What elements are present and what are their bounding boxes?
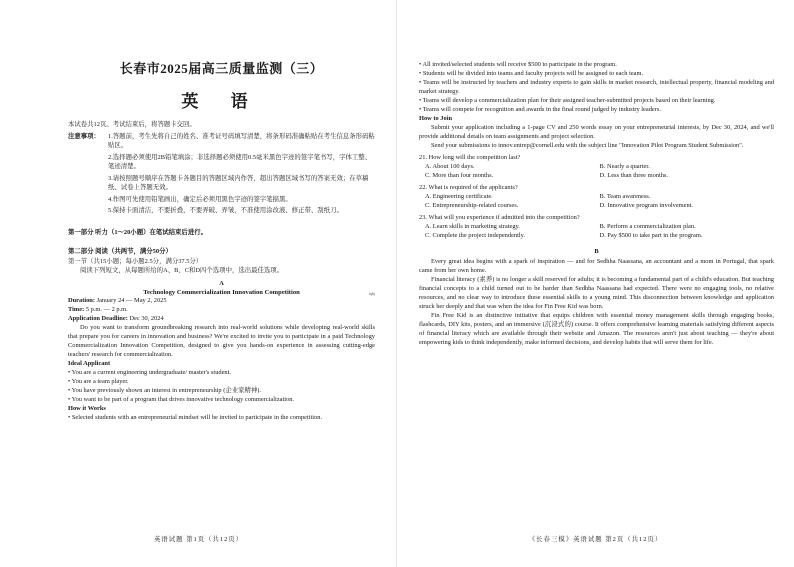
how-item: • Teams will develop a commercialization plan for their assigned teacher-submitted projects based on their learning.: [419, 97, 716, 104]
option-c: C. Complete the project independently.: [425, 232, 526, 239]
passage-b-paragraph: Fin Free Kid is an distinctive initiative that equips children with essential money management skills through engaging books, flashcards, DIY kits, posters, and an immersive (沉浸式的) course. It offers comprehensive learning materials satisfying different aspects of financial literacy which are available through their website and Amazon. The resources aren't just about teaching — they're about empowering kids to think independently, make informed decisions, and develop habits that will serve them for life.: [419, 312, 774, 346]
question-21: 21. How long will the competition last?: [419, 154, 521, 161]
deadline-line: [68, 314, 375, 323]
option-c: C. More than four months.: [425, 172, 494, 179]
option-b: B. Perform a commercialization plan.: [599, 223, 696, 230]
question-23-options: [419, 222, 774, 240]
ideal-applicant-heading: Ideal Applicant: [68, 359, 111, 367]
option-a: A. About 100 days.: [425, 163, 475, 170]
duration-value: January 24 — May 2, 2025: [96, 296, 167, 304]
question-21-options: [419, 162, 774, 180]
passage-a-title: [68, 289, 375, 296]
how-item: • Selected students with an entrepreneurial mindset will be invited to participate in the competition.: [68, 413, 323, 421]
question-22: 22. What is required of the applicants?: [419, 184, 518, 191]
notice-item: 1.答题前，考生先将自己的姓名、准考证号码填写清楚，将条形码准确粘贴在考生信息条形码粘贴区。: [108, 132, 375, 149]
notice-item: 2.选择题必须使用2B铅笔填涂；非选择题必须使用0.5毫米黑色字迹的签字笔书写，字体工整、笔迹清楚。: [108, 153, 372, 170]
notice-item: 4.作图可先使用铅笔画出，确定后必须用黑色字迹的签字笔描黑。: [108, 195, 292, 203]
deadline-label: Application Deadline:: [68, 314, 128, 322]
exam-title: 长春市2025届高三质量监测（三）: [119, 61, 324, 76]
join-paragraph: Send your submissions to innov.entrep@cornell.edu with the subject line "Innovation Pilot Program Student Submission".: [431, 142, 744, 149]
passage-label-b: B: [594, 248, 599, 255]
part-one-listening: 第一部分 听力（1～20小题）在笔试结束后进行。: [68, 228, 207, 236]
option-d: D. Less than three months.: [599, 172, 669, 179]
deadline-value: Dec 30, 2024: [129, 314, 164, 322]
passage-label-a: A: [219, 279, 224, 287]
how-item: • Teams will compete for recognition and awards in the final round judged by industry leaders.: [419, 106, 661, 113]
option-a: A. Engineering certificate.: [425, 193, 493, 200]
notice-label: 注意事项：: [68, 132, 100, 140]
page-1-footer: 英语试题 第1页（共12页）: [153, 536, 244, 543]
passage-b-paragraph: Every great idea begins with a spark of inspiration — and for Sedhha Naassana, an accountant and a mom in Portugal, that spark came from her own home.: [419, 258, 774, 274]
notice-item: 5.保持卡面清洁，不要折叠，不要弄破、弄皱，不准使用涂改液、修正带、刮纸刀。: [108, 207, 343, 214]
exam-note: 本试卷共12页。考试结束后，将答题卡交回。: [68, 121, 196, 128]
how-item: • All invited/selected students will receive $500 to participate in the program.: [419, 61, 617, 68]
question-22-options: [419, 192, 774, 210]
how-it-works-heading: How it Works: [68, 404, 106, 412]
section-one-heading: 第一节（共15小题；每小题2.5分，满分37.5分）: [68, 257, 203, 265]
how-to-join-heading: How to Join: [419, 115, 453, 122]
passage-a-intro: Do you want to transform groundbreaking research into real-world solutions while developing real-world skills that prepare you for careers in innovation and business? We're excited to invite you to participate in a paid Technology Commercialization Innovation Competition, designed to give you hands-on experience in assessing cutting-edge teachers' research for commercialization.: [68, 323, 375, 358]
notice-list: [108, 132, 375, 218]
option-d: D. Pay $500 to take part in the program.: [599, 232, 703, 239]
how-item: • Teams will be instructed by teachers and industry experts to gain skills in market research, intellectual property, financial modeling and market strategy.: [419, 79, 774, 95]
page-2: [397, 0, 794, 567]
notice-item: 3.请按照题号顺序在答题卡各题目的答题区域内作答，超出答题区域书写的答案无效；在草稿纸、试卷上答题无效。: [108, 174, 369, 191]
option-a: A. Learn skills in marketing strategy.: [425, 223, 520, 230]
join-paragraph: Submit your application including a 1-page CV and 250 words essay on your entrepreneurial interests, by Dec 30, 2024, and we'll provide additional details on team assignments and project selection.: [419, 124, 774, 140]
section-instruction: 阅读下列短文，从每题所给的A、B、C和D四个选项中，选出最佳选项。: [80, 267, 284, 274]
ideal-item: • You want to be part of a program that drives innovative technology commercialization.: [68, 395, 295, 403]
time-line: [68, 305, 375, 314]
time-value: 5 p.m. — 2 p.m.: [85, 305, 128, 313]
page-2-footer: 《长春三模》英语试题 第2页（共12页）: [528, 536, 663, 543]
passage-b-paragraph: Financial literacy (素养) is no longer a skill reserved for adults; it is becoming a fundamental part of a child's education. But teaching financial concepts to a child turned out to be harder than Sedhha Naassana had expected. There were no engaging tools, no relative resources, and no clear way to introduce these essential skills to a young mind. This disconnection between knowledge and application struck her deeply and that was when the idea for Fin Free Kid was born.: [419, 276, 774, 310]
time-label: Time:: [68, 305, 85, 313]
ideal-item: • You have previously shown an interest in entrepreneurship (企业家精神).: [68, 386, 262, 394]
subject-title: 英 语: [181, 92, 262, 111]
notice-block: [68, 132, 375, 218]
duration-label: Duration:: [68, 296, 95, 304]
part-two-reading: 第二部分 阅读（共两节，满分50分）: [68, 248, 172, 255]
duration-line: [68, 296, 375, 305]
option-d: D. Innovative program involvement.: [599, 202, 694, 209]
question-23: 23. What will you experience if admitted into the competition?: [419, 214, 580, 221]
passage-a-title-text: Technology Commercialization Innovation Competition: [143, 288, 300, 296]
ideal-item: • You are a team player.: [68, 377, 129, 385]
ideal-item: • You are a current engineering undergraduate/ master's student.: [68, 368, 231, 376]
option-b: B. Nearly a quarter.: [599, 163, 650, 170]
watermark-tag: iqbj: [368, 290, 375, 296]
option-c: C. Entrepreneurship-related courses.: [425, 202, 519, 209]
how-item: • Students will be divided into teams and faculty projects will be assigned to each team.: [419, 70, 644, 77]
option-b: B. Team awareness.: [599, 193, 651, 200]
